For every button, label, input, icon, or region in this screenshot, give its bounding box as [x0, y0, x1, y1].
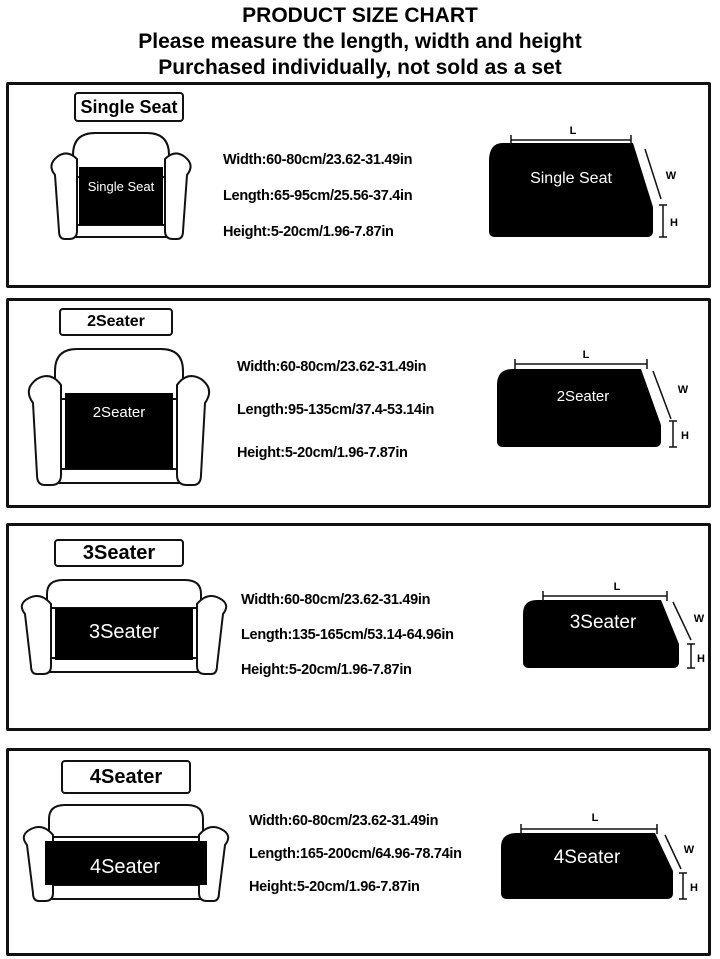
sofa-illustration — [19, 801, 233, 905]
size-tag: 4Seater — [61, 760, 191, 794]
cushion-label: Single Seat — [530, 170, 612, 187]
width-spec: Width:60-80cm/23.62-31.49in — [237, 359, 427, 375]
width-marker: W — [665, 170, 677, 182]
width-spec: Width:60-80cm/23.62-31.49in — [223, 152, 413, 168]
panel-single-seat — [6, 82, 711, 288]
size-specs — [241, 583, 454, 688]
length-spec: Length:135-165cm/53.14-64.96in — [241, 627, 454, 643]
length-spec: Length:95-135cm/37.4-53.14in — [237, 402, 435, 418]
sofa-illustration — [15, 576, 233, 676]
sofa-illustration — [45, 125, 197, 243]
size-tag: 3Seater — [54, 539, 184, 567]
panel-3seater — [6, 523, 711, 731]
cushion-label: 4Seater — [553, 847, 621, 868]
chart-subtitle-measure: Please measure the length, width and height — [138, 30, 582, 53]
width-marker: W — [677, 384, 689, 396]
sofa-seat-label: Single Seat — [87, 179, 155, 194]
size-specs — [237, 346, 434, 475]
length-spec: Length:165-200cm/64.96-78.74in — [249, 846, 462, 862]
panel-4seater — [6, 748, 711, 956]
cushion-dimension-diagram — [517, 576, 707, 676]
length-marker: L — [582, 349, 590, 361]
height-spec: Height:5-20cm/1.96-7.87in — [223, 224, 394, 240]
length-marker: L — [613, 581, 621, 593]
size-specs — [249, 805, 462, 904]
height-marker: H — [681, 430, 689, 442]
length-marker: L — [591, 812, 599, 824]
width-marker: W — [693, 613, 705, 625]
height-marker: H — [670, 217, 678, 229]
height-marker: H — [690, 882, 698, 894]
sofa-seat-label: 2Seater — [92, 404, 146, 421]
chart-title: PRODUCT SIZE CHART — [242, 4, 478, 27]
sofa-seat-label: 3Seater — [88, 621, 160, 643]
height-marker: H — [697, 653, 705, 665]
cushion-label: 3Seater — [569, 612, 637, 633]
width-marker: W — [683, 844, 695, 856]
width-spec: Width:60-80cm/23.62-31.49in — [249, 813, 439, 829]
sofa-seat-label: 4Seater — [89, 856, 161, 878]
size-tag: Single Seat — [74, 92, 184, 122]
cushion-dimension-diagram — [491, 345, 701, 457]
cushion-dimension-diagram — [495, 809, 705, 905]
sofa-illustration — [21, 341, 217, 489]
width-spec: Width:60-80cm/23.62-31.49in — [241, 592, 431, 608]
size-specs — [223, 142, 412, 250]
height-spec: Height:5-20cm/1.96-7.87in — [241, 662, 412, 678]
cushion-label: 2Seater — [556, 388, 610, 405]
length-spec: Length:65-95cm/25.56-37.4in — [223, 188, 413, 204]
cushion-dimension-diagram — [483, 121, 693, 245]
size-tag: 2Seater — [59, 308, 173, 336]
height-spec: Height:5-20cm/1.96-7.87in — [237, 445, 408, 461]
height-spec: Height:5-20cm/1.96-7.87in — [249, 879, 420, 895]
length-marker: L — [569, 125, 577, 137]
chart-subtitle-note: Purchased individually, not sold as a set — [158, 56, 562, 79]
panel-2seater — [6, 298, 711, 508]
chart-header — [0, 0, 720, 81]
